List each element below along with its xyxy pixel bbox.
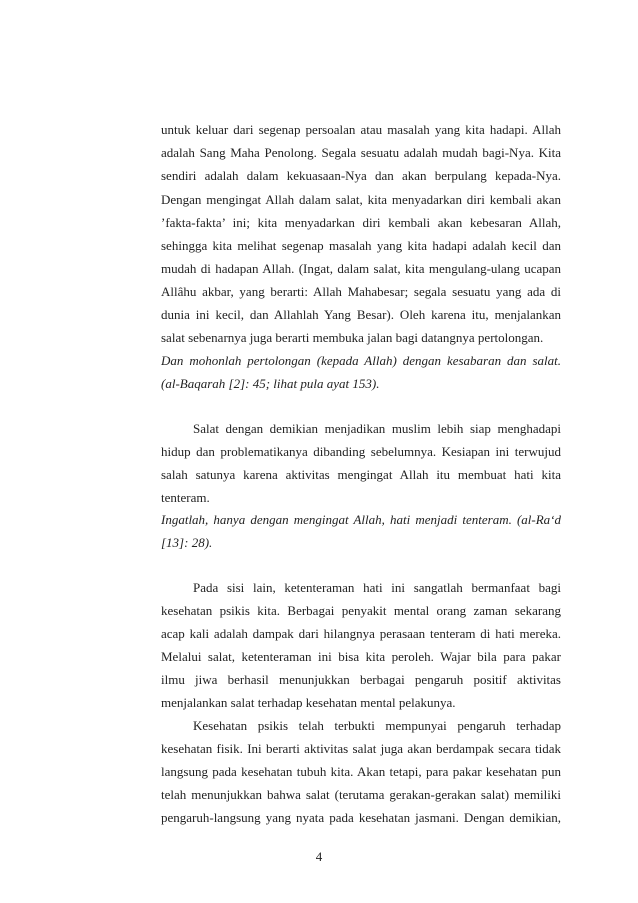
text-line: Allâhu akbar, yang berarti: Allah Mahabesar; segala sesuatu yang ada di <box>161 284 561 299</box>
text-line: salah satunya karena aktivitas mengingat Allah itu membuat hati kita <box>161 467 561 482</box>
text-line: Salat dengan demikian menjadikan muslim lebih siap menghadapi <box>193 421 561 436</box>
text-line: ilmu jiwa berhasil menunjukkan berbagai pengaruh positif aktivitas <box>161 672 561 687</box>
text-line: kesehatan fisik. Ini berarti aktivitas salat juga akan berdampak secara tidak <box>161 741 561 756</box>
text-line: Pada sisi lain, ketenteraman hati ini sangatlah bermanfaat bagi <box>193 580 561 595</box>
text-line: dunia ini kecil, dan Allahlah Yang Besar). Oleh karena itu, menjalankan <box>161 307 561 322</box>
text-line: Dengan mengingat Allah dalam salat, kita menyadarkan diri kembali akan <box>161 192 561 207</box>
text-line: untuk keluar dari segenap persoalan atau masalah yang kita hadapi. Allah <box>161 122 561 137</box>
quote-line: Ingatlah, hanya dengan mengingat Allah, hati menjadi tenteram. (al-Ra‘d <box>161 512 561 527</box>
text-line: kesehatan psikis kita. Berbagai penyakit mental orang zaman sekarang <box>161 603 561 618</box>
text-line: sendiri adalah dalam kekuasaan-Nya dan akan berpulang kepada-Nya. <box>161 168 561 183</box>
text-line: Kesehatan psikis telah terbukti mempunyai pengaruh terhadap <box>193 718 561 733</box>
text-line: tenteram. <box>161 490 210 505</box>
text-line: pengaruh-langsung yang nyata pada kesehatan jasmani. Dengan demikian, <box>161 810 561 825</box>
text-line: telah menunjukkan bahwa salat (terutama gerakan-gerakan salat) memiliki <box>161 787 561 802</box>
page-number: 4 <box>315 849 323 864</box>
text-line: Melalui salat, ketenteraman ini bisa kita peroleh. Wajar bila para pakar <box>161 649 561 664</box>
text-line: sehingga kita melihat segenap masalah yang kita hadapi adalah kecil dan <box>161 238 561 253</box>
quote-line: Dan mohonlah pertolongan (kepada Allah) dengan kesabaran dan salat. <box>161 353 561 368</box>
text-line: acap kali adalah dampak dari hilangnya perasaan tenteram di hati mereka. <box>161 626 561 641</box>
text-line: ’fakta-fakta’ ini; kita menyadarkan diri kembali akan kebesaran Allah, <box>161 215 561 230</box>
text-line: adalah Sang Maha Penolong. Segala sesuatu adalah mudah bagi-Nya. Kita <box>161 145 561 160</box>
quote-line: [13]: 28). <box>161 535 213 550</box>
text-line: langsung pada kesehatan tubuh kita. Akan tetapi, para pakar kesehatan pun <box>161 764 561 779</box>
text-line: mudah di hadapan Allah. (Ingat, dalam salat, kita mengulang-ulang ucapan <box>161 261 561 276</box>
quote-line: (al-Baqarah [2]: 45; lihat pula ayat 153). <box>161 376 380 391</box>
text-line: salat sebenarnya juga berarti membuka jalan bagi datangnya pertolongan. <box>161 330 544 345</box>
text-line: menjalankan salat terhadap kesehatan mental pelakunya. <box>161 695 456 710</box>
text-line: hidup dan problematikanya dibanding sebelumnya. Kesiapan ini terwujud <box>161 444 561 459</box>
